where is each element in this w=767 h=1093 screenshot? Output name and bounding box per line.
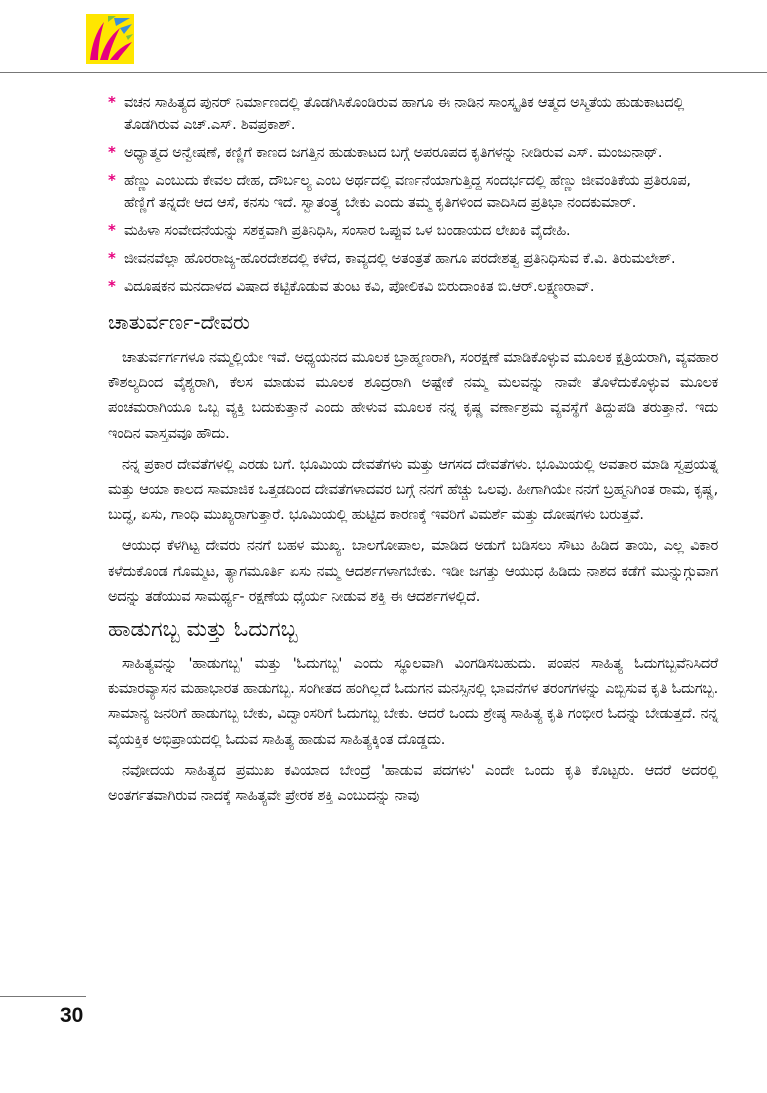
page-content [108, 92, 718, 815]
list-item [108, 220, 718, 242]
list-item [108, 248, 718, 270]
bullet-star-icon: * [108, 221, 116, 239]
list-item-text: ವಚನ ಸಾಹಿತ್ಯದ ಪುನರ್ ನಿರ್ಮಾಣದಲ್ಲಿ ತೊಡಗಿಸಿಕೊಂಡಿರುವ ಹಾಗೂ ಈ ನಾಡಿನ ಸಾಂಸ್ಕೃತಿಕ ಆತ್ಮದ ಅಸ್ಮಿತೆಯ ಹುಡುಕಾಟದಲ್ಲಿ ತೊಡಗಿರುವ ಎಚ್.ಎಸ್. ಶಿವಪ್ರಕಾಶ್. [124, 95, 685, 133]
list-item [108, 92, 718, 136]
list-item-text: ಅಧ್ಯಾತ್ಮದ ಅನ್ವೇಷಣೆ, ಕಣ್ಣಿಗೆ ಕಾಣದ ಜಗತ್ತಿನ ಹುಡುಕಾಟದ ಬಗ್ಗೆ ಅಪರೂಪದ ಕೃತಿಗಳನ್ನು ನೀಡಿರುವ ಎಸ್. ಮಂಜುನಾಥ್. [124, 145, 663, 161]
footer-rule [0, 996, 86, 997]
bullet-star-icon: * [108, 143, 116, 161]
list-item [108, 276, 718, 298]
section-heading-chaturvarna: ಚಾತುರ್ವರ್ಣ-ದೇವರು [108, 310, 250, 334]
paragraph: ಚಾತುರ್ವರ್ಗಗಳೂ ನಮ್ಮಲ್ಲಿಯೇ ಇವೆ. ಅಧ್ಯಯನದ ಮೂಲಕ ಬ್ರಾಹ್ಮಣರಾಗಿ, ಸಂರಕ್ಷಣೆ ಮಾಡಿಕೊಳ್ಳುವ ಮೂಲಕ ಕ್ಷತ್ರಿಯರಾಗಿ, ವ್ಯವಹಾರ ಕೌಶಲ್ಯದಿಂದ ವೈಶ್ಯರಾಗಿ, ಕೆಲಸ ಮಾಡುವ ಮೂಲಕ ಶೂದ್ರರಾಗಿ ಅಷ್ಟೇಕೆ ನಮ್ಮ ಮಲವನ್ನು ನಾವೇ ತೊಳೆದುಕೊಳ್ಳುವ ಮೂಲಕ ಪಂಚಮರಾಗಿಯೂ ಒಬ್ಬ ವ್ಯಕ್ತಿ ಬದುಕುತ್ತಾನೆ ಎಂದು ಹೇಳುವ ಮೂಲಕ ನನ್ನ ಕೃಷ್ಣ ವರ್ಣಾಶ್ರಮ ವ್ಯವಸ್ಥೆಗೆ ತಿದ್ದುಪಡಿ ತರುತ್ತಾನೆ. ಇದು ಇಂದಿನ ವಾಸ್ತವವೂ ಹೌದು. [108, 350, 719, 442]
list-item-text: ಜೀವನವೆಲ್ಲಾ ಹೊರರಾಜ್ಯ-ಹೊರದೇಶದಲ್ಲಿ ಕಳೆದ, ಕಾವ್ಯದಲ್ಲಿ ಅತಂತ್ರತೆ ಹಾಗೂ ಪರದೇಶತ್ವ ಪ್ರತಿನಿಧಿಸುವ ಕೆ.ವಿ. ತಿರುಮಲೇಶ್. [124, 251, 676, 267]
list-item [108, 170, 718, 214]
bullet-star-icon: * [108, 93, 116, 111]
bullet-star-icon: * [108, 277, 116, 295]
list-item-text: ವಿದೂಷಕನ ಮನದಾಳದ ವಿಷಾದ ಕಟ್ಟಿಕೊಡುವ ತುಂಟ ಕವಿ, ಪೋಲಿಕವಿ ಬಿರುದಾಂಕಿತ ಬಿ.ಆರ್.ಲಕ್ಷ್ಮಣರಾವ್. [124, 279, 595, 295]
header-rule [0, 72, 767, 73]
list-item-text: ಮಹಿಳಾ ಸಂವೇದನೆಯನ್ನು ಸಶಕ್ತವಾಗಿ ಪ್ರತಿನಿಧಿಸಿ, ಸಂಸಾರ ಒಪ್ಪುವ ಒಳ ಬಂಡಾಯದ ಲೇಖಕಿ ವೈದೇಹಿ. [124, 223, 571, 239]
paragraph: ಸಾಹಿತ್ಯವನ್ನು 'ಹಾಡುಗಬ್ಬ' ಮತ್ತು 'ಓದುಗಬ್ಬ' ಎಂದು ಸ್ಥೂಲವಾಗಿ ವಿಂಗಡಿಸಬಹುದು. ಪಂಪನ ಸಾಹಿತ್ಯ ಓದುಗಬ್ಬವೆನಿಸಿದರೆ ಕುಮಾರವ್ಯಾಸನ ಮಹಾಭಾರತ ಹಾಡುಗಬ್ಬ. ಸಂಗೀತದ ಹಂಗಿಲ್ಲದೆ ಓದುಗನ ಮನಸ್ಸಿನಲ್ಲಿ ಭಾವನೆಗಳ ತರಂಗಗಳನ್ನು ಎಬ್ಬಿಸುವ ಕೃತಿ ಓದುಗಬ್ಬ. ಸಾಮಾನ್ಯ ಜನರಿಗೆ ಹಾಡುಗಬ್ಬ ಬೇಕು, ವಿದ್ವಾಂಸರಿಗೆ ಓದುಗಬ್ಬ ಬೇಕು. ಆದರೆ ಒಂದು ಶ್ರೇಷ್ಠ ಸಾಹಿತ್ಯ ಕೃತಿ ಗಂಭೀರ ಓದನ್ನು ಬೇಡುತ್ತದೆ. ನನ್ನ ವೈಯಕ್ತಿಕ ಅಭಿಪ್ರಾಯದಲ್ಲಿ ಓದುವ ಸಾಹಿತ್ಯ ಹಾಡುವ ಸಾಹಿತ್ಯಕ್ಕಿಂತ ದೊಡ್ಡದು. [108, 656, 718, 748]
section-heading-hadugabba: ಹಾಡುಗಬ್ಬ ಮತ್ತು ಓದುಗಬ್ಬ [108, 617, 298, 643]
list-item-text: ಹೆಣ್ಣು ಎಂಬುದು ಕೇವಲ ದೇಹ, ದೌರ್ಬಲ್ಯ ಎಂಬ ಅರ್ಥದಲ್ಲಿ ವರ್ಣನೆಯಾಗುತ್ತಿದ್ದ ಸಂದರ್ಭದಲ್ಲಿ ಹೆಣ್ಣು ಜೀವಂತಿಕೆಯ ಪ್ರತಿರೂಪ, ಹೆಣ್ಣಿಗೆ ತನ್ನದೇ ಆದ ಆಸೆ, ಕನಸು ಇದೆ. ಸ್ವಾತಂತ್ರ್ಯ ಬೇಕು ಎಂದು ತಮ್ಮ ಕೃತಿಗಳಿಂದ ವಾದಿಸಿದ ಪ್ರತಿಭಾ ನಂದಕುಮಾರ್. [124, 173, 691, 211]
publisher-logo-icon [86, 14, 134, 64]
paragraph: ನವೋದಯ ಸಾಹಿತ್ಯದ ಪ್ರಮುಖ ಕವಿಯಾದ ಬೇಂದ್ರೆ 'ಹಾಡುವ ಪದಗಳು' ಎಂದೇ ಒಂದು ಕೃತಿ ಕೊಟ್ಟರು. ಆದರೆ ಅದರಲ್ಲಿ ಅಂತರ್ಗತವಾಗಿರುವ ನಾದಕ್ಕೆ ಸಾಹಿತ್ಯವೇ ಪ್ರೇರಕ ಶಕ್ತಿ ಎಂಬುದನ್ನು ನಾವು [108, 762, 718, 805]
paragraph: ನನ್ನ ಪ್ರಕಾರ ದೇವತೆಗಳಲ್ಲಿ ಎರಡು ಬಗೆ. ಭೂಮಿಯ ದೇವತೆಗಳು ಮತ್ತು ಆಗಸದ ದೇವತೆಗಳು. ಭೂಮಿಯಲ್ಲಿ ಅವತಾರ ಮಾಡಿ ಸ್ವಪ್ರಯತ್ನ ಮತ್ತು ಆಯಾ ಕಾಲದ ಸಾಮಾಜಿಕ ಒತ್ತಡದಿಂದ ದೇವತೆಗಳಾದವರ ಬಗ್ಗೆ ನನಗೆ ಹೆಚ್ಚು ಒಲವು. ಹೀಗಾಗಿಯೇ ನನಗೆ ಬ್ರಹ್ಮನಿಗಿಂತ ರಾಮ, ಕೃಷ್ಣ, ಬುದ್ಧ, ಏಸು, ಗಾಂಧಿ ಮುಖ್ಯರಾಗುತ್ತಾರೆ. ಭೂಮಿಯಲ್ಲಿ ಹುಟ್ಟಿದ ಕಾರಣಕ್ಕೆ ಇವರಿಗೆ ವಿಮರ್ಶೆ ಮತ್ತು ದೋಷಗಳು ಬರುತ್ತವೆ. [108, 456, 718, 524]
bullet-star-icon: * [108, 249, 116, 267]
list-item [108, 142, 718, 164]
bullet-star-icon: * [108, 171, 116, 189]
paragraph: ಆಯುಧ ಕೆಳಗಿಟ್ಟ ದೇವರು ನನಗೆ ಬಹಳ ಮುಖ್ಯ. ಬಾಲಗೋಪಾಲ, ಮಾಡಿದ ಅಡುಗೆ ಬಡಿಸಲು ಸೌಟು ಹಿಡಿದ ತಾಯಿ, ಎಲ್ಲ ವಿಕಾರ ಕಳೆದುಕೊಂಡ ಗೊಮ್ಮಟ, ತ್ಯಾಗಮೂರ್ತಿ ಏಸು ನಮ್ಮ ಆದರ್ಶಗಳಾಗಬೇಕು. ಇಡೀ ಜಗತ್ತು ಆಯುಧ ಹಿಡಿದು ನಾಶದ ಕಡೆಗೆ ಮುನ್ನುಗ್ಗುವಾಗ ಅದನ್ನು ತಡೆಯುವ ಸಾಮರ್ಥ್ಯ- ರಕ್ಷಣೆಯ ಧೈರ್ಯ ನೀಡುವ ಶಕ್ತಿ ಈ ಆದರ್ಶಗಳಲ್ಲಿದೆ. [108, 538, 718, 605]
bullet-list [108, 92, 718, 298]
page-number: 30 [60, 1004, 84, 1027]
